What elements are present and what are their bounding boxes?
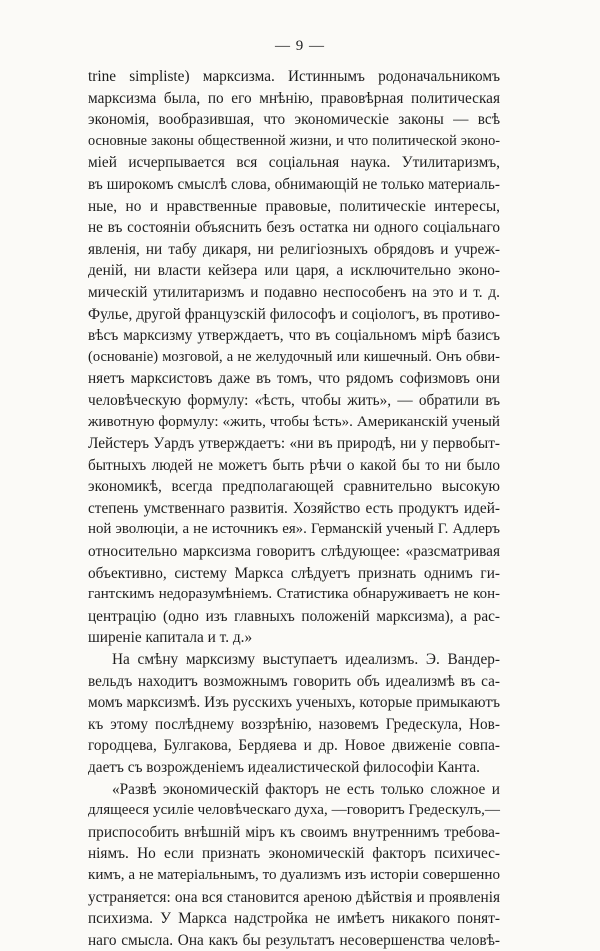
text-line: степень умственнаго развитія. Хозяйство есть продуктъ идей- — [88, 499, 500, 517]
text-line: устраняется: она вся становится ареною дѣйствія и проявленія — [88, 888, 500, 906]
text-line: экономія, вообразившая, что экономическіе законы — всѣ — [88, 111, 500, 129]
text-line: (основаніе) мозговой, а не желудочный или кишечный. Онъ обви- — [88, 348, 500, 365]
text-line: явленія, ни табу дикаря, ни религіозныхъ обрядовъ и учреж- — [88, 240, 500, 258]
text-line: длящееся усиліе человѣческаго духа, —говоритъ Гредескулъ,— — [88, 802, 500, 819]
text-line: бытныхъ людей не можетъ быть рѣчи о какой бы то ни было — [88, 456, 500, 474]
text-line: Лейстеръ Уардъ утверждаетъ: «ни въ природѣ, ни у первобыт- — [88, 435, 500, 453]
text-line: ной эволюціи, а не источникъ ея». Германскій ученый Г. Адлеръ — [88, 521, 500, 538]
text-line: въ широкомъ смыслѣ слова, обнимающій не только материаль- — [88, 175, 500, 193]
text-line: вѣсъ марксизму утверждаетъ, что въ соціальномъ мірѣ базисъ — [88, 327, 500, 345]
text-line: экономикѣ, всегда предполагающей сравнительно высокую — [88, 478, 500, 496]
text-line: ніямъ. Но если признать экономическій факторъ психичес- — [88, 845, 500, 863]
text-line: вельдъ находитъ возможнымъ говорить объ идеализмѣ въ са- — [88, 672, 500, 690]
text-line: къ этому послѣднему воззрѣнію, назовемъ Гредескула, Нов- — [88, 715, 500, 733]
text-line: не въ состояніи объяснить безъ остатка ни одного соціальнаго — [88, 219, 500, 237]
text-line: момъ марксизмѣ. Изъ русскихъ ученыхъ, которые примыкаютъ — [88, 694, 500, 712]
text-line: животную формулу: «жить, чтобы ѣсть». Американскій ученый — [88, 413, 500, 430]
text-line: ширеніе капитала и т. д.» — [88, 629, 253, 647]
text-line: относительно марксизма говоритъ слѣдующее: «разсматривая — [88, 543, 500, 561]
text-line: «Развѣ экономическій факторъ не есть только сложное и — [112, 780, 500, 798]
text-line: няетъ марксистовъ даже въ томъ, что рядомъ софизмовъ они — [88, 370, 500, 388]
text-line: кимъ, а не матеріальнымъ, то дуализмъ изъ исторіи совершенно — [88, 866, 500, 883]
text-line: городцева, Булгакова, Бердяева и др. Новое движеніе совпа- — [88, 737, 500, 755]
text-line: trine simpliste) марксизма. Истиннымъ родоначальникомъ — [88, 68, 500, 85]
page-number: — 9 — — [275, 38, 325, 54]
text-line: деній, ни власти кейзера или царя, а исключительно эконо- — [88, 262, 500, 280]
text-line: наго смысла. Она какъ бы результатъ несовершенства человѣ- — [88, 931, 500, 949]
text-line: ные, но и нравственные правовые, политическіе интересы, — [88, 197, 500, 215]
text-line: приспособить внѣшній міръ къ своимъ внутреннимъ требова- — [88, 823, 500, 841]
text-line: марксизма была, по его мнѣнію, правовѣрная политическая — [88, 89, 500, 107]
text-line: центрацію (одно изъ главныхъ положеній марксизма), а рас- — [88, 607, 500, 625]
text-line: гантскимъ недоразумѣніемъ. Статистика обнаруживаетъ не кон- — [88, 586, 500, 603]
text-line: психизма. У Маркса надстройка не имѣетъ никакого понят- — [88, 910, 500, 928]
text-line: міей исчерпывается вся соціальная наука. Утилитаризмъ, — [88, 154, 500, 172]
text-line: Фулье, другой французскій философъ и соціологъ, въ противо- — [88, 305, 500, 323]
paragraph — [88, 66, 500, 649]
text-block — [88, 66, 500, 951]
text-line: человѣческую формулу: «ѣсть, чтобы жить», — обратили въ — [88, 391, 500, 409]
text-line: мическій утилитаризмъ и подавно неспособенъ на это и т. д. — [88, 283, 500, 301]
text-line: основные законы общественной жизни, и что политической эконо- — [88, 132, 500, 149]
paragraph — [88, 649, 500, 779]
text-line: даетъ съ возрожденіемъ идеалистической философіи Канта. — [88, 759, 480, 776]
text-line: На смѣну марксизму выступаетъ идеализмъ. Э. Вандер- — [112, 651, 500, 669]
text-line: объективно, систему Маркса слѣдуетъ признать однимъ ги- — [88, 564, 500, 582]
paragraph — [88, 779, 500, 951]
